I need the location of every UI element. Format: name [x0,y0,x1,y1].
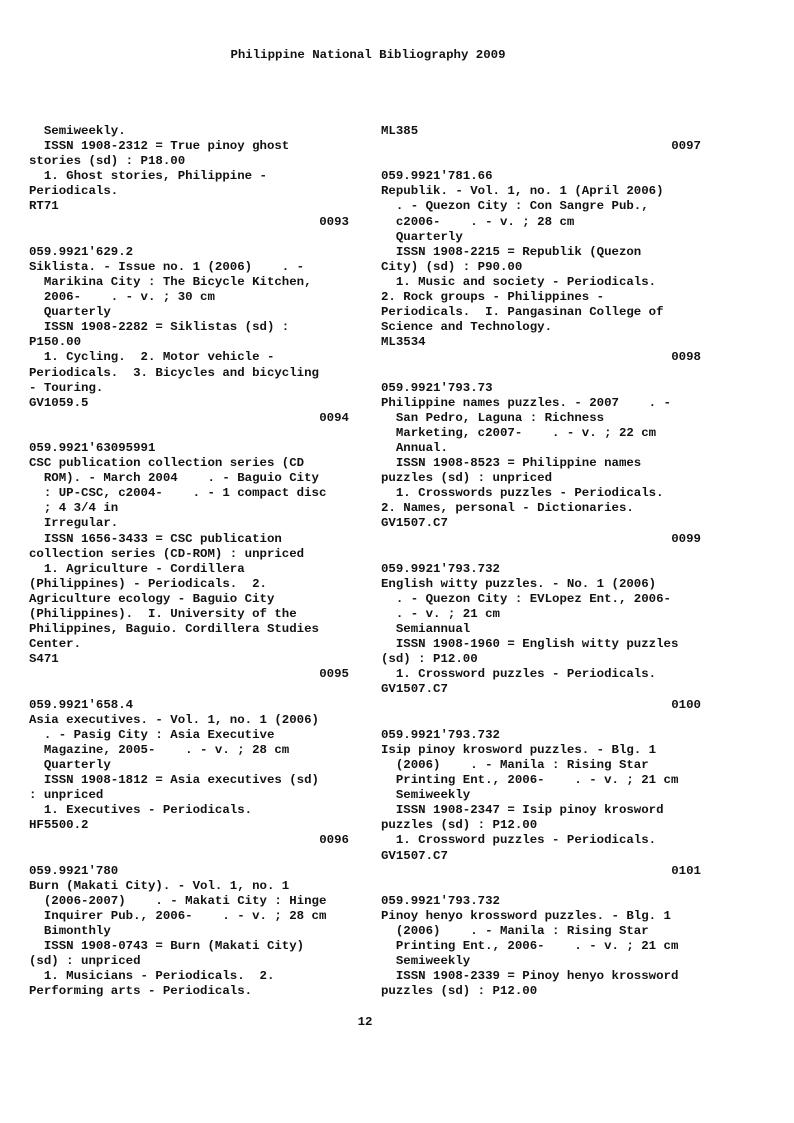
record-number: 0099 [671,531,701,546]
entry-line: Science and Technology. [381,320,553,335]
entry-line: San Pedro, Laguna : Richness [381,410,605,425]
entry-line: 2006- . - v. ; 30 cm [29,290,215,305]
entry-line: City) (sd) : P90.00 [381,259,523,274]
entry-line: (Philippines). I. University of the [29,607,297,621]
entry-line: HF5500.2 [29,818,89,833]
entry-line: 059.9921'781.66 [381,169,493,184]
record-number: 0093 [319,214,349,229]
entry-line: Center. [29,637,82,652]
entry-line: - Touring. [29,380,104,395]
entry-line: ML3534 [381,335,426,350]
entry-line: GV1507.C7 [381,682,448,697]
entry-line: Semiannual [381,622,471,637]
entry-line: RT71 [29,199,59,214]
entry-line: stories (sd) : P18.00 [29,154,186,169]
entry-line: 1. Agriculture - Cordillera [29,561,245,576]
page-header-title: Philippine National Bibliography 2009 [230,48,506,62]
entry-line: ISSN 1908-2282 = Siklistas (sd) : [29,320,290,335]
entry-line: Burn (Makati City). - Vol. 1, no. 1 [29,878,290,893]
entry-line: Philippine names puzzles. - 2007 . - [381,395,671,410]
entry-line: English witty puzzles. - No. 1 (2006) [381,576,657,591]
entry-line: c2006- . - v. ; 28 cm [381,214,575,229]
entry-line: puzzles (sd) : P12.00 [381,984,538,999]
entry-line: 2. Rock groups - Philippines - [381,290,605,305]
entry-line: Quarterly [381,229,463,244]
entry-line: ISSN 1908-1960 = English witty puzzles [381,637,679,652]
entry-line: ISSN 1908-8523 = Philippine names [381,456,642,471]
record-number: 0098 [671,350,701,365]
entry-line: Irregular. [29,516,119,531]
entry-line: 059.9921'629.2 [29,244,134,259]
entry-line: puzzles (sd) : P12.00 [381,818,538,833]
record-number: 0097 [671,139,701,154]
entry-line: Printing Ent., 2006- . - v. ; 21 cm [381,939,679,954]
entry-line: Semiweekly [381,788,471,803]
entry-line: (2006) . - Manila : Rising Star [381,757,649,772]
blank-line [29,682,349,697]
entry-line: Marikina City : The Bicycle Kitchen, [29,274,312,289]
blank-line [381,713,701,728]
record-number: 0096 [319,833,349,848]
entry-line: Magazine, 2005- . - v. ; 28 cm [29,742,290,757]
entry-line: Quarterly [29,757,111,772]
page-number: 12 [357,1015,373,1029]
entry-line: ; 4 3/4 in [29,501,119,516]
entry-line: 2. Names, personal - Dictionaries. [381,501,634,516]
entry-line: Pinoy henyo krossword puzzles. - Blg. 1 [381,908,671,923]
entry-line: . - Quezon City : EVLopez Ent., 2006- [381,591,671,606]
entry-line: 1. Cycling. 2. Motor vehicle - [29,350,275,365]
entry-line: 059.9921'780 [29,863,119,878]
entry-line: GV1507.C7 [381,848,448,863]
entry-line: Periodicals. I. Pangasinan College of [381,305,664,320]
entry-line: Siklista. - Issue no. 1 (2006) . - [29,259,305,274]
entry-line: Periodicals. 3. Bicycles and bicycling [29,365,319,380]
entry-line: Philippines, Baguio. Cordillera Studies [29,622,319,637]
entry-line: ISSN 1656-3433 = CSC publication [29,531,282,546]
record-number: 0094 [319,410,349,425]
left-column [29,124,349,999]
entry-line: : UP-CSC, c2004- . - 1 compact disc [29,486,327,501]
entry-line: P150.00 [29,335,82,350]
entry-line: Republik. - Vol. 1, no. 1 (April 2006) [381,184,664,199]
entry-line: Inquirer Pub., 2006- . - v. ; 28 cm [29,908,327,923]
entry-line: 059.9921'793.732 [381,561,500,576]
entry-line: Marketing, c2007- . - v. ; 22 cm [381,425,657,440]
entry-line: CSC publication collection series (CD [29,456,305,471]
entry-line: Performing arts - Periodicals. [29,984,253,999]
entry-line: Annual. [381,440,448,455]
entry-line: (sd) : unpriced [29,954,141,969]
entry-line: ISSN 1908-1812 = Asia executives (sd) [29,773,319,788]
entry-line: 1. Crossword puzzles - Periodicals. [381,833,657,848]
entry-line: GV1507.C7 [381,516,448,531]
entry-line: 1. Musicians - Periodicals. 2. [29,969,275,984]
entry-line: : unpriced [29,788,104,803]
entry-line: (2006) . - Manila : Rising Star [381,923,649,938]
record-number: 0101 [671,863,701,878]
entry-line: (Philippines) - Periodicals. 2. [29,576,267,591]
entry-line: puzzles (sd) : unpriced [381,471,553,486]
entry-line: ISSN 1908-2347 = Isip pinoy krosword [381,803,664,818]
entry-line: Isip pinoy krosword puzzles. - Blg. 1 [381,742,657,757]
entry-line: 1. Music and society - Periodicals. [381,274,657,289]
entry-line: Periodicals. [29,184,119,199]
entry-line: . - Quezon City : Con Sangre Pub., [381,199,649,214]
entry-line: GV1059.5 [29,395,89,410]
blank-line [29,849,349,864]
entry-line: 1. Ghost stories, Philippine - [29,169,267,184]
blank-line [381,547,701,562]
entry-line: 1. Executives - Periodicals. [29,803,253,818]
entry-line: 1. Crossword puzzles - Periodicals. [381,667,657,682]
blank-line [29,230,349,245]
entry-line: ML385 [381,124,419,138]
entry-line: ISSN 1908-2312 = True pinoy ghost [29,139,290,154]
entry-line: 059.9921'793.732 [381,893,500,908]
blank-line [381,879,701,894]
entry-line: 059.9921'63095991 [29,440,156,455]
entry-line: ISSN 1908-2339 = Pinoy henyo krossword [381,969,679,984]
entry-line: Asia executives. - Vol. 1, no. 1 (2006) [29,712,319,727]
entry-line: collection series (CD-ROM) : unpriced [29,546,305,561]
entry-line: 059.9921'793.732 [381,727,500,742]
entry-line: 059.9921'793.73 [381,380,493,395]
record-number: 0100 [671,697,701,712]
entry-line: 1. Crosswords puzzles - Periodicals. [381,486,664,501]
entry-line: Printing Ent., 2006- . - v. ; 21 cm [381,773,679,788]
entry-line: Quarterly [29,305,111,320]
entry-line: Semiweekly [381,954,471,969]
entry-line: 059.9921'658.4 [29,697,134,712]
record-number: 0095 [319,667,349,682]
entry-line: S471 [29,652,59,667]
blank-line [381,154,701,169]
entry-line: . - v. ; 21 cm [381,607,500,621]
right-column [381,124,701,999]
entry-line: Agriculture ecology - Baguio City [29,591,275,606]
entry-line: (sd) : P12.00 [381,652,478,667]
entry-line: Bimonthly [29,923,111,938]
entry-line: Semiweekly. [29,124,126,138]
entry-line: ISSN 1908-0743 = Burn (Makati City) [29,939,305,954]
blank-line [29,426,349,441]
blank-line [381,366,701,381]
entry-line: ROM). - March 2004 . - Baguio City [29,471,319,486]
entry-line: . - Pasig City : Asia Executive [29,727,275,742]
entry-line: ISSN 1908-2215 = Republik (Quezon [381,244,642,259]
entry-line: (2006-2007) . - Makati City : Hinge [29,893,327,908]
